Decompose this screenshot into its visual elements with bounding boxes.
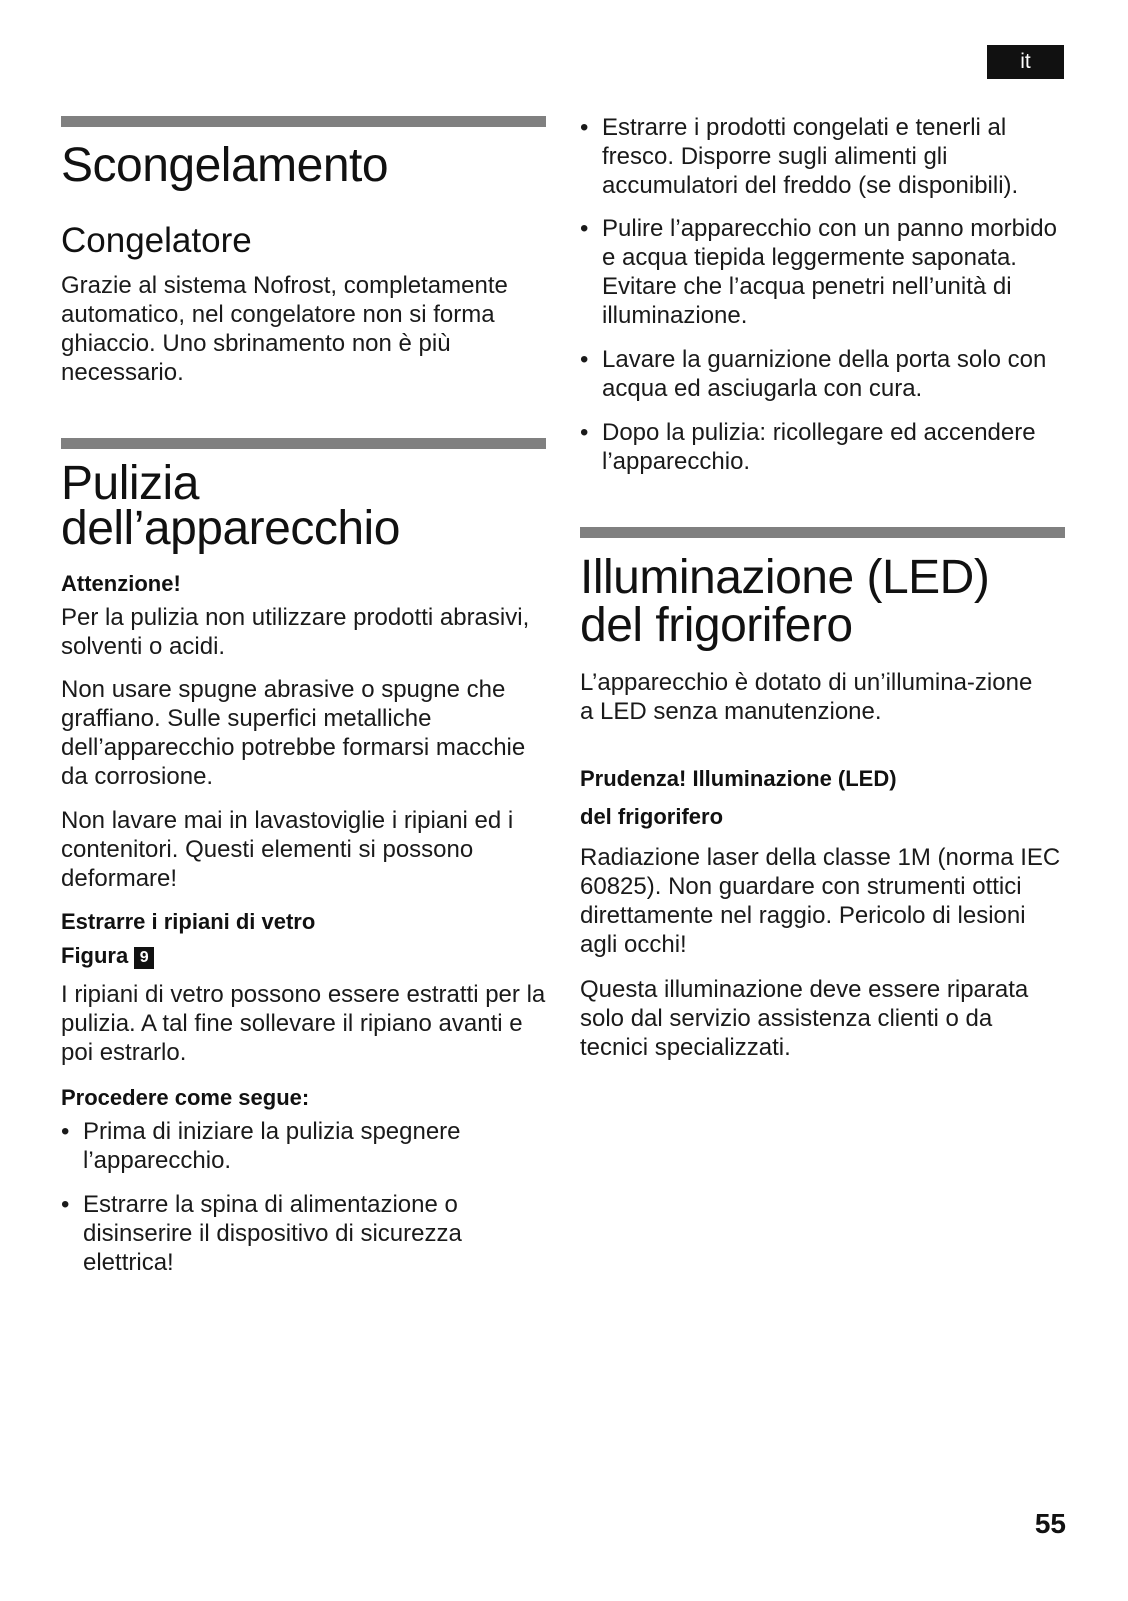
ripiani-heading: Estrarre i ripiani di vetro bbox=[61, 909, 316, 934]
subsection-title-congelatore: Congelatore bbox=[61, 221, 252, 260]
figura-reference bbox=[61, 942, 154, 970]
list-item bbox=[61, 1117, 546, 1175]
list-item-text: Estrarre la spina di alimentazione o disinserire il dispositivo di sicurezza elettrica! bbox=[83, 1191, 462, 1276]
prudenza-heading-line1: Prudenza! Illuminazione (LED) bbox=[580, 766, 897, 791]
paragraph-radiazione: Radiazione laser della classe 1M (norma IEC 60825). Non guardare con strumenti ottici direttamente nel raggio. Pericolo di lesioni agli occhi! bbox=[580, 844, 1061, 958]
figure-number-badge: 9 bbox=[134, 947, 154, 969]
section-divider bbox=[580, 527, 1065, 538]
list-item-text: Pulire l’apparecchio con un panno morbido e acqua tiepida leggermente saponata. Evitare che l’acqua penetri nell’unità di illuminazione. bbox=[602, 215, 1057, 329]
section-title-led-line2: del frigorifero bbox=[580, 599, 853, 652]
bullet-icon: • bbox=[580, 346, 589, 373]
bullet-icon: • bbox=[580, 114, 589, 141]
paragraph-congelatore: Grazie al sistema Nofrost, completamente automatico, nel congelatore non si forma ghiaccio. Uno sbrinamento non è più necessario. bbox=[61, 272, 508, 386]
list-item-text: Prima di iniziare la pulizia spegnere l’apparecchio. bbox=[83, 1118, 461, 1174]
procedere-heading: Procedere come segue: bbox=[61, 1085, 310, 1110]
list-item-text: Dopo la pulizia: ricollegare ed accendere l’apparecchio. bbox=[602, 419, 1036, 475]
section-title-pulizia-line2: dell’apparecchio bbox=[61, 502, 400, 555]
bullet-icon: • bbox=[580, 419, 589, 446]
list-item bbox=[580, 418, 1065, 476]
section-title-pulizia-line1: Pulizia bbox=[61, 457, 199, 510]
list-item bbox=[580, 345, 1065, 403]
section-title-led-line1: Illuminazione (LED) bbox=[580, 551, 990, 604]
paragraph-led: L’apparecchio è dotato di un’illumina-zione a LED senza manutenzione. bbox=[580, 669, 1033, 725]
prudenza-heading-line2: del frigorifero bbox=[580, 804, 724, 829]
list-item bbox=[61, 1190, 546, 1277]
bullet-icon: • bbox=[61, 1191, 70, 1218]
section-title-scongelamento: Scongelamento bbox=[61, 139, 389, 192]
list-item bbox=[580, 214, 1065, 330]
paragraph-riparata: Questa illuminazione deve essere riparata solo dal servizio assistenza clienti o da tecnici specializzati. bbox=[580, 976, 1029, 1061]
paragraph-attenzione: Per la pulizia non utilizzare prodotti abrasivi, solventi o acidi. bbox=[61, 604, 530, 660]
list-item bbox=[580, 113, 1065, 200]
list-item-text: Estrarre i prodotti congelati e tenerli al fresco. Disporre sugli alimenti gli accumulatori del freddo (se disponibili). bbox=[602, 114, 1019, 199]
attenzione-heading: Attenzione! bbox=[61, 571, 181, 596]
bullet-icon: • bbox=[61, 1118, 70, 1145]
paragraph-lavastoviglie: Non lavare mai in lavastoviglie i ripiani ed i contenitori. Questi elementi si possono deformare! bbox=[61, 807, 514, 892]
language-tab: it bbox=[987, 45, 1064, 79]
bullet-icon: • bbox=[580, 215, 589, 242]
list-item-text: Lavare la guarnizione della porta solo con acqua ed asciugarla con cura. bbox=[602, 346, 1047, 402]
paragraph-ripiani: I ripiani di vetro possono essere estratti per la pulizia. A tal fine sollevare il ripiano avanti e poi estrarlo. bbox=[61, 981, 546, 1066]
page-number: 55 bbox=[1034, 1508, 1066, 1539]
section-divider bbox=[61, 438, 546, 449]
figura-label: Figura bbox=[61, 943, 129, 968]
paragraph-spugne: Non usare spugne abrasive o spugne che graffiano. Sulle superfici metalliche dell’apparecchio potrebbe formarsi macchie da corrosione. bbox=[61, 676, 526, 790]
section-divider bbox=[61, 116, 546, 127]
